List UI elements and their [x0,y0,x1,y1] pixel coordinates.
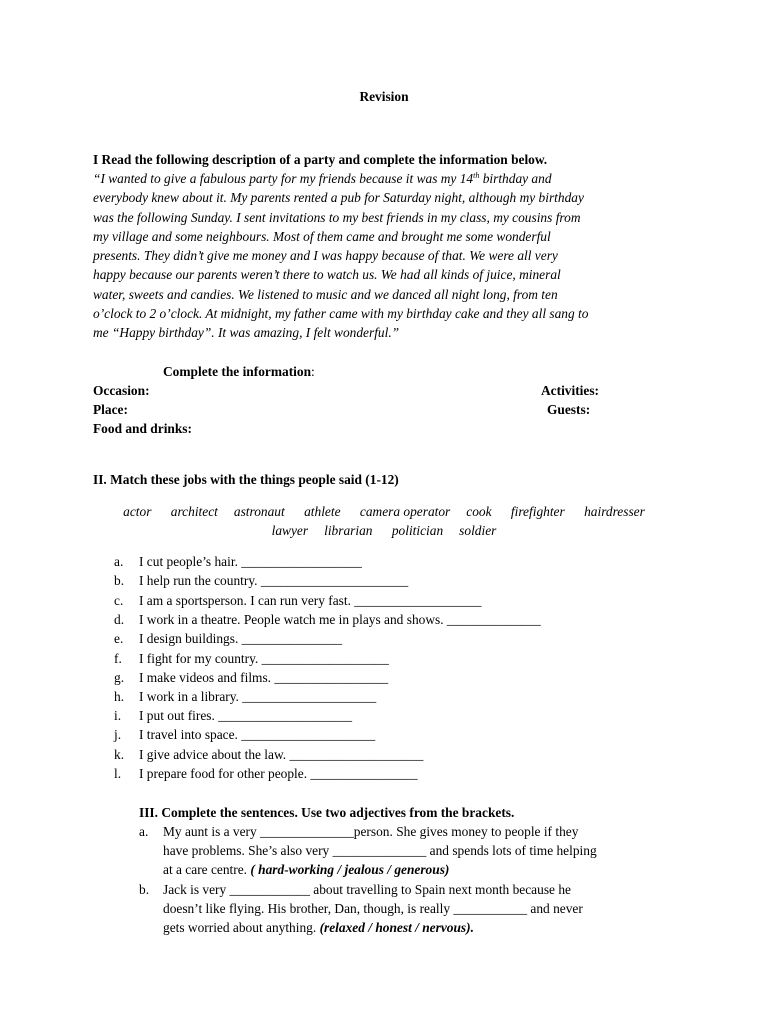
sentence-b: b. Jack is very ____________ about travelling to Spain next month because he doesn’t like flying. His brother, Dan, though, is really ___________ and never gets worried about anything. (relaxed / honest / nervous). [139,882,583,936]
list-item: j. I travel into space. ____________________ [114,727,376,742]
job-word: cook [466,504,492,519]
paragraph-line: happy because our parents weren’t there to watch us. We had all kinds of juice, mineral [93,267,561,283]
paragraph-line: my village and some neighbours. Most of them came and brought me some wonderful [93,228,551,244]
list-item: e. I design buildings. _______________ [114,631,343,646]
activities-label: Activities: [541,383,600,398]
list-item: a. I cut people’s hair. __________________ [114,554,362,569]
list-item: c. I am a sportsperson. I can run very fast. ___________________ [114,593,482,608]
list-item: d. I work in a theatre. People watch me in plays and shows. ______________ [114,612,541,627]
guests-label: Guests: [547,402,591,417]
list-item: l. I prepare food for other people. ________________ [114,766,418,781]
paragraph-line: everybody knew about it. My parents rented a pub for Saturday night, although my birthday [93,190,584,206]
job-word: actor [123,504,152,519]
paragraph-line: presents. They didn’t give me money and I was happy because of that. We were all very [93,248,558,264]
paragraph-line: water, sweets and candies. We listened to music and we danced all night long, from ten [93,286,558,302]
section2-heading: II. Match these jobs with the things people said (1-12) [93,472,399,487]
complete-info-label: Complete the information: [163,364,315,379]
job-word: architect [170,504,218,519]
paragraph-line: was the following Sunday. I sent invitations to my best friends in my class, my cousins from [93,209,581,225]
job-word: politician [391,523,444,538]
jobs-word-bank-row2 [0,521,768,540]
job-word: astronaut [233,504,285,519]
list-item: b. I help run the country. ______________________ [114,573,409,588]
list-item: g. I make videos and films. _________________ [114,670,389,685]
list-item: h. I work in a library. ____________________ [114,689,377,704]
section1-heading: I Read the following description of a party and complete the information below. [93,152,548,167]
list-item: k. I give advice about the law. ____________________ [114,747,424,762]
occasion-label: Occasion: [93,383,150,398]
food-drinks-label: Food and drinks: [93,421,192,436]
paragraph-line: “I wanted to give a fabulous party for my friends because it was my 14th birthday and [93,171,552,186]
ordinal-superscript: th [473,171,480,180]
sentence-a: a. My aunt is a very ______________person. She gives money to people if they have problems. She’s also very ______________ and spends lots of time helping at a care centre. ( hard-working / jealous / generous) [139,824,597,878]
paragraph-line: me “Happy birthday”. It was amazing, I felt wonderful.” [93,325,400,341]
list-item: i. I put out fires. ____________________ [114,708,353,723]
section3-heading: III. Complete the sentences. Use two adjectives from the brackets. [139,805,515,820]
page-title: Revision [359,89,409,104]
job-word: librarian [324,523,373,538]
list-item: f. I fight for my country. ___________________ [114,651,389,666]
jobs-word-bank-row1 [0,502,768,521]
job-word: lawyer [271,523,309,538]
job-word: hairdresser [584,504,645,519]
adjective-options: ( hard-working / jealous / generous) [250,862,450,878]
place-label: Place: [93,402,128,417]
job-word: camera operator [359,504,451,519]
adjective-options: (relaxed / honest / nervous). [319,920,474,936]
party-description [93,169,683,343]
job-word: soldier [459,523,497,538]
paragraph-line: o’clock to 2 o’clock. At midnight, my father came with my birthday cake and they all sang to [93,306,589,322]
job-word: firefighter [510,504,565,519]
job-word: athlete [304,504,341,519]
